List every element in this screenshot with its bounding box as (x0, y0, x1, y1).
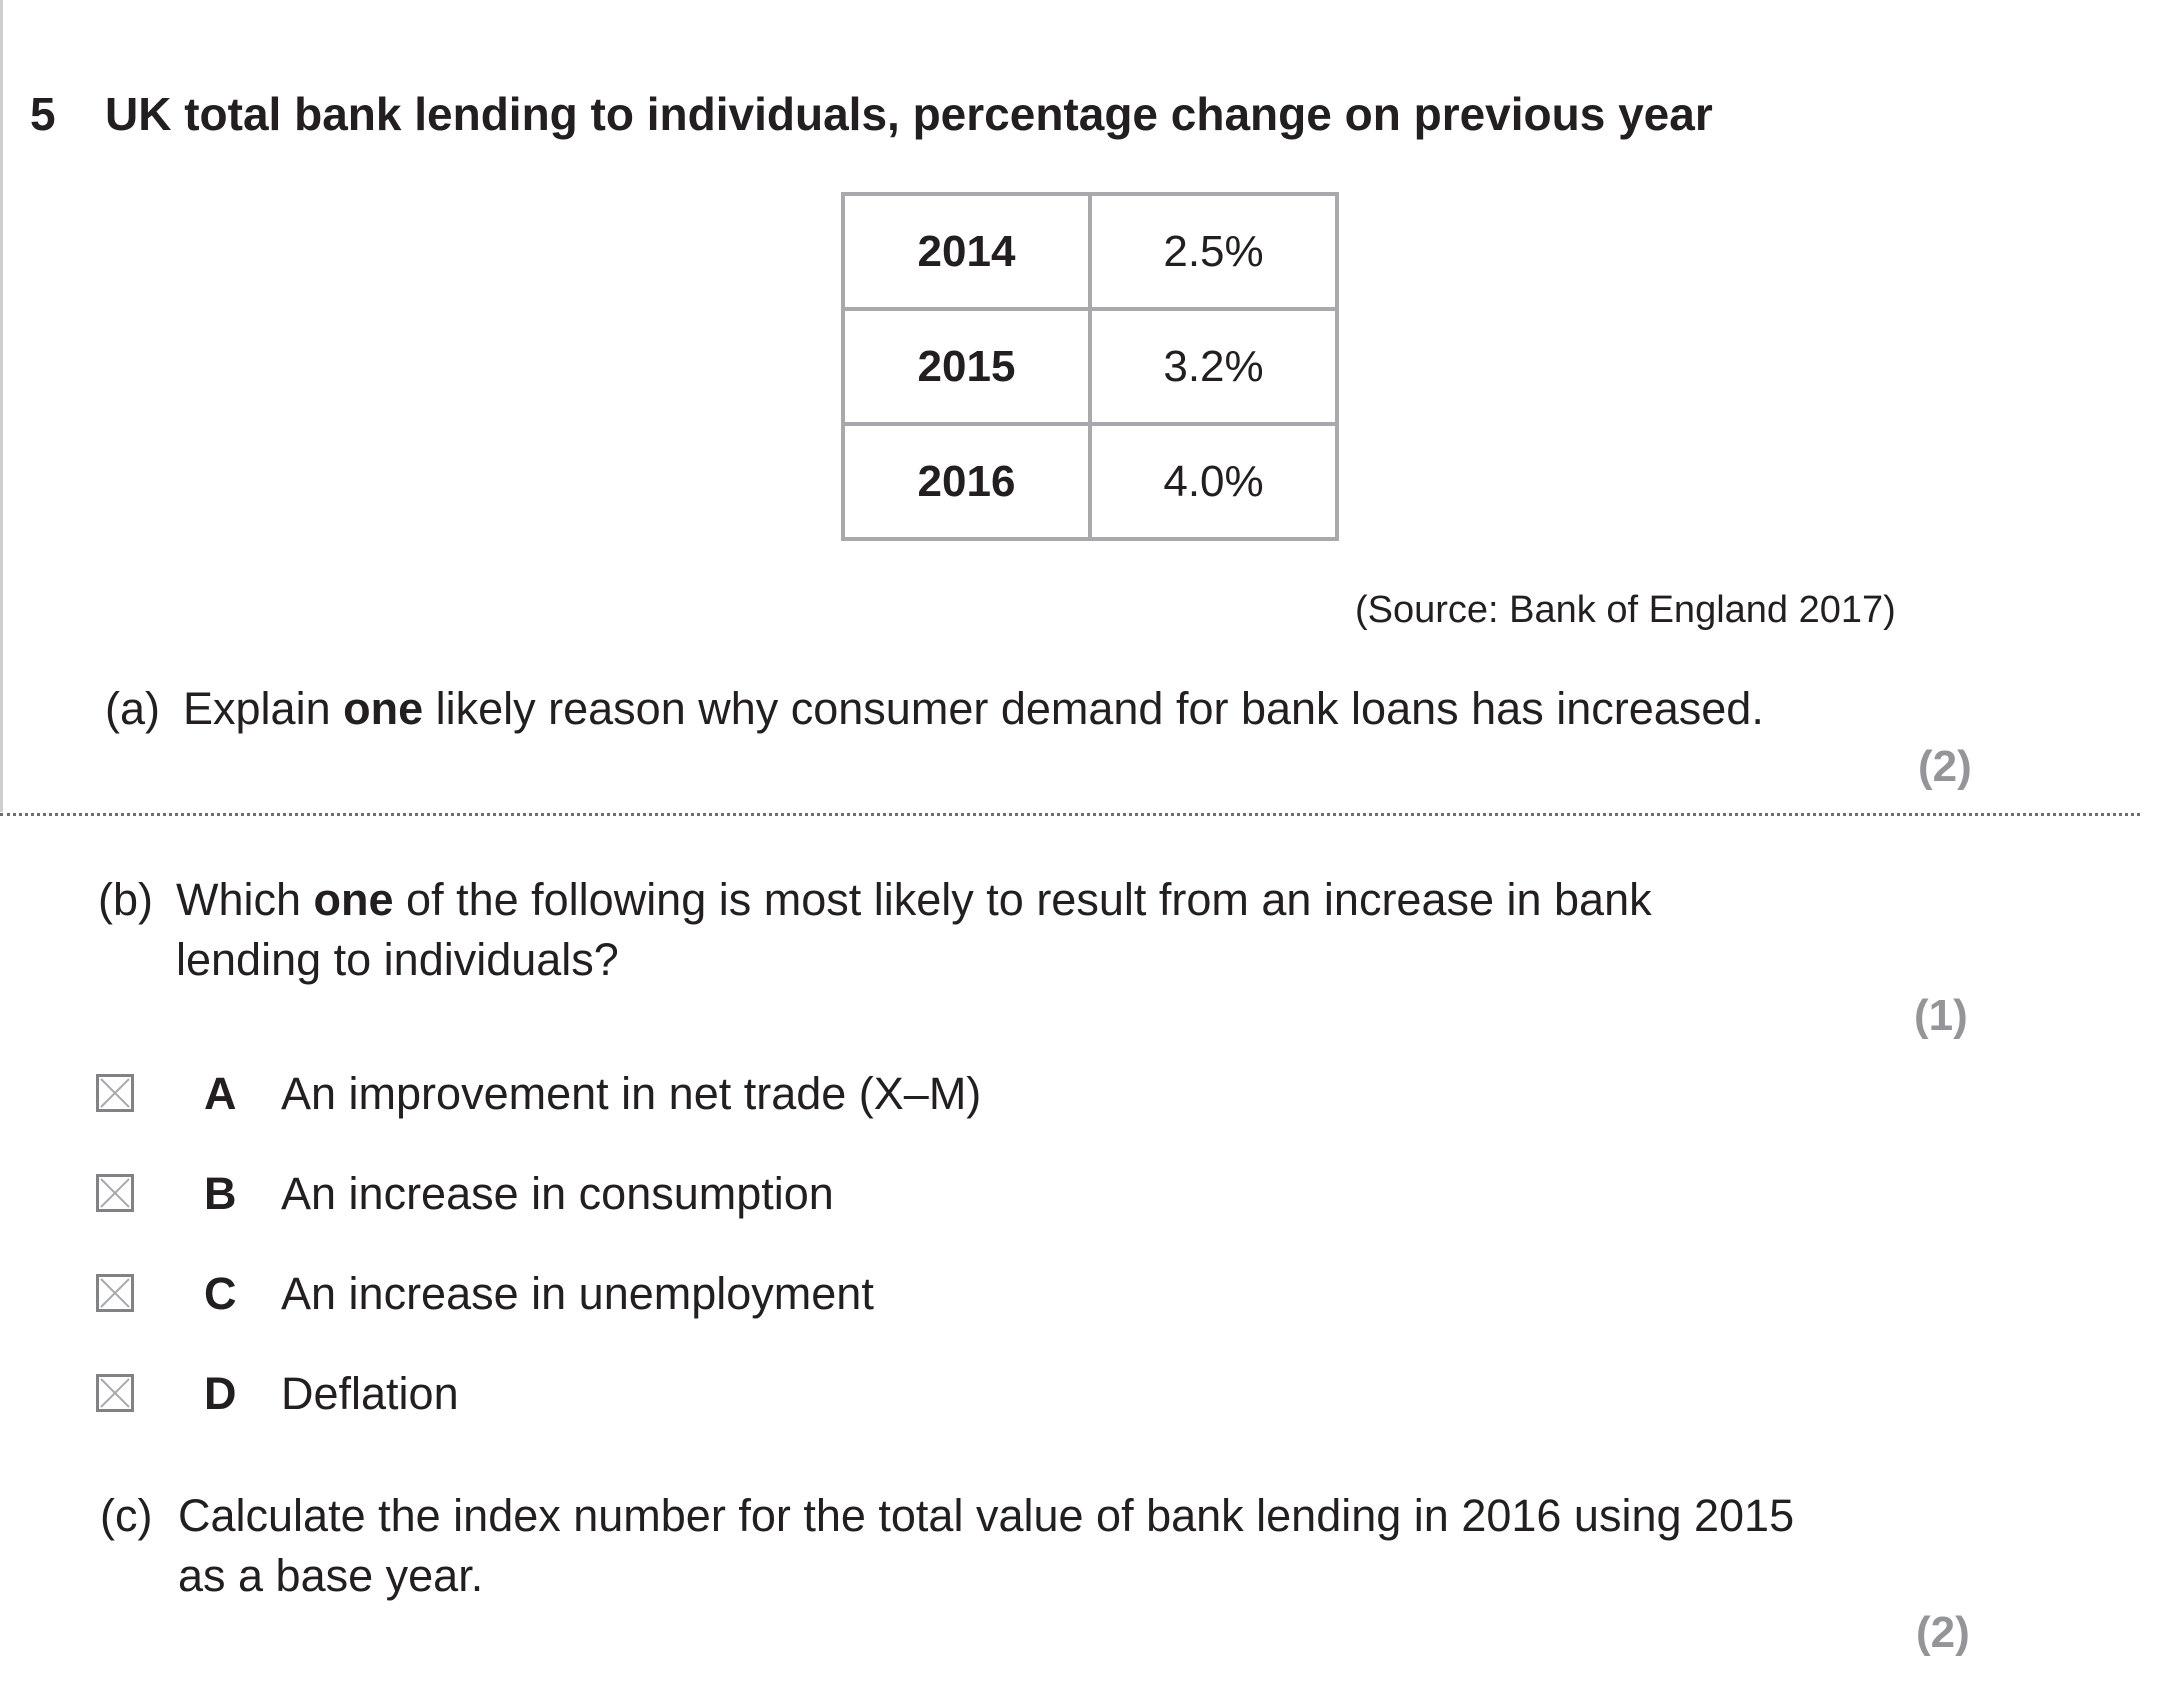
part-b-question (98, 870, 1652, 990)
part-a-question (105, 679, 1764, 739)
part-b-text-line2: lending to individuals? (176, 934, 619, 985)
option-text: An improvement in net trade (X–M) (281, 1068, 982, 1119)
part-c-text-line1: Calculate the index number for the total value of bank lending in 2016 using 2015 (178, 1490, 1795, 1541)
part-b-label: (b) (98, 874, 153, 925)
question-title: UK total bank lending to individuals, percentage change on previous year (105, 88, 1713, 140)
part-a-text-before: Explain (183, 683, 344, 734)
table-cell-year: 2016 (843, 424, 1090, 539)
question-number: 5 (30, 88, 56, 140)
part-c-question (100, 1486, 1794, 1606)
checkbox-b[interactable] (96, 1174, 134, 1212)
table-row (843, 309, 1337, 424)
checkbox-cross-icon (99, 1277, 131, 1309)
option-letter: B (204, 1168, 237, 1219)
part-c-label: (c) (100, 1490, 153, 1541)
part-c-marks: (2) (1916, 1608, 1970, 1657)
checkbox-c[interactable] (96, 1274, 134, 1312)
page-edge (0, 0, 3, 812)
table-row (843, 424, 1337, 539)
part-b-text-bold: one (313, 874, 394, 925)
part-a-text-after: likely reason why consumer demand for bank loans has increased. (423, 683, 1764, 734)
part-c-text-line2: as a base year. (178, 1550, 484, 1601)
option-letter: D (204, 1368, 237, 1419)
option-text: An increase in unemployment (281, 1268, 874, 1319)
part-b-text-before: Which (176, 874, 314, 925)
option-text: Deflation (281, 1368, 459, 1419)
lending-table (841, 192, 1339, 541)
table-cell-year: 2015 (843, 309, 1090, 424)
answer-line[interactable] (0, 813, 2140, 816)
part-b-marks: (1) (1914, 991, 1968, 1040)
table-cell-year: 2014 (843, 194, 1090, 309)
checkbox-cross-icon (99, 1177, 131, 1209)
table-cell-value: 2.5% (1090, 194, 1337, 309)
table-cell-value: 4.0% (1090, 424, 1337, 539)
part-a-marks: (2) (1918, 742, 1972, 791)
option-letter: C (204, 1268, 237, 1319)
table-row (843, 194, 1337, 309)
checkbox-d[interactable] (96, 1374, 134, 1412)
option-text: An increase in consumption (281, 1168, 834, 1219)
checkbox-cross-icon (99, 1377, 131, 1409)
table-cell-value: 3.2% (1090, 309, 1337, 424)
checkbox-cross-icon (99, 1077, 131, 1109)
part-a-label: (a) (105, 683, 160, 734)
option-letter: A (204, 1068, 237, 1119)
part-a-text-bold: one (343, 683, 424, 734)
checkbox-a[interactable] (96, 1074, 134, 1112)
source-note: (Source: Bank of England 2017) (1355, 589, 1896, 631)
part-b-text-after: of the following is most likely to result from an increase in bank (393, 874, 1652, 925)
